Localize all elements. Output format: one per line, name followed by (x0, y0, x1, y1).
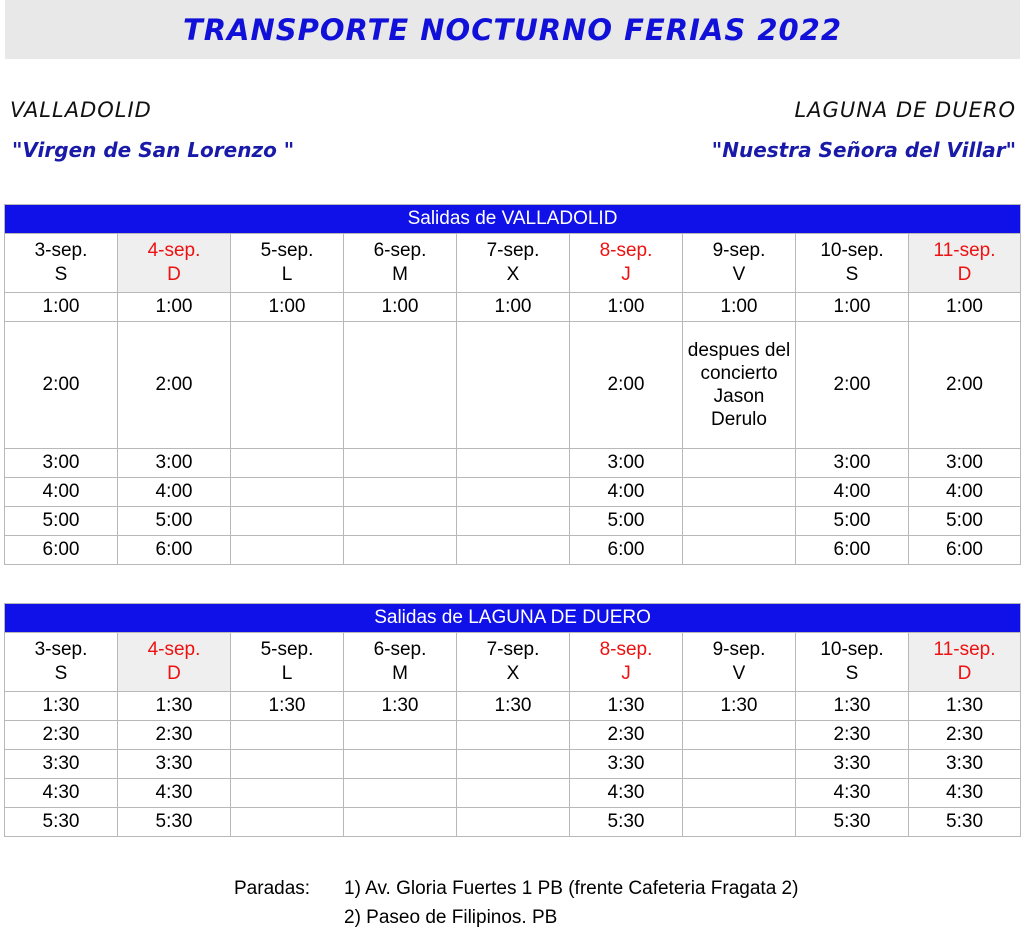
time-cell: 3:30 (5, 750, 118, 779)
time-cell: 4:00 (5, 478, 118, 507)
day-header: 7-sep. X (457, 234, 570, 293)
time-cell: 2:00 (909, 322, 1021, 449)
table-row (5, 507, 1021, 536)
time-cell: 6:00 (570, 536, 683, 565)
time-cell: 2:00 (796, 322, 909, 449)
time-cell (344, 507, 457, 536)
table-row (5, 449, 1021, 478)
time-cell: 6:00 (5, 536, 118, 565)
valladolid-schedule-table (4, 204, 1021, 565)
time-cell: 2:30 (570, 721, 683, 750)
time-cell (344, 808, 457, 837)
time-cell (344, 750, 457, 779)
time-cell (231, 808, 344, 837)
time-cell: 6:00 (909, 536, 1021, 565)
time-cell (231, 750, 344, 779)
time-cell: 4:30 (796, 779, 909, 808)
day-header: 8-sep. J (570, 234, 683, 293)
time-cell (231, 536, 344, 565)
time-cell: 4:30 (118, 779, 231, 808)
table-row (5, 750, 1021, 779)
time-cell: 3:00 (118, 449, 231, 478)
stops-section (234, 874, 798, 932)
day-header: 5-sep. L (231, 633, 344, 692)
time-cell (344, 322, 457, 449)
time-cell (457, 721, 570, 750)
day-header: 9-sep. V (683, 234, 796, 293)
time-cell (683, 536, 796, 565)
time-cell: 5:30 (118, 808, 231, 837)
time-cell (457, 779, 570, 808)
stop-item: 2) Paseo de Filipinos. PB (344, 907, 558, 928)
city-left: VALLADOLID (10, 98, 152, 122)
section-title: Salidas de LAGUNA DE DUERO (5, 604, 1021, 633)
time-cell: 5:00 (570, 507, 683, 536)
title-bar (5, 0, 1020, 59)
time-cell: 1:00 (796, 293, 909, 322)
time-cell (457, 808, 570, 837)
day-header: 7-sep. X (457, 633, 570, 692)
time-cell (231, 322, 344, 449)
day-header: 6-sep. M (344, 633, 457, 692)
time-cell (683, 478, 796, 507)
time-cell: 5:00 (796, 507, 909, 536)
day-header: 3-sep. S (5, 234, 118, 293)
time-cell: 1:30 (457, 692, 570, 721)
saint-right: "Nuestra Señora del Villar" (711, 138, 1016, 162)
day-header: 4-sep. D (118, 234, 231, 293)
time-cell: 1:30 (796, 692, 909, 721)
time-cell: 3:00 (909, 449, 1021, 478)
table-row (5, 322, 1021, 449)
time-cell: 1:30 (231, 692, 344, 721)
saint-left: "Virgen de San Lorenzo " (12, 138, 295, 162)
time-cell (683, 449, 796, 478)
time-cell (231, 478, 344, 507)
time-cell: 5:00 (909, 507, 1021, 536)
day-header: 3-sep. S (5, 633, 118, 692)
time-cell (457, 449, 570, 478)
day-header: 10-sep. S (796, 633, 909, 692)
table-row (5, 536, 1021, 565)
time-cell (683, 808, 796, 837)
time-cell (344, 478, 457, 507)
table-row (5, 692, 1021, 721)
time-cell: 6:00 (118, 536, 231, 565)
time-cell: 4:30 (5, 779, 118, 808)
time-cell: 3:00 (5, 449, 118, 478)
time-cell: 3:30 (118, 750, 231, 779)
time-cell: 2:00 (5, 322, 118, 449)
table-row (5, 721, 1021, 750)
laguna-schedule-table (4, 603, 1021, 837)
time-cell: 5:30 (5, 808, 118, 837)
time-cell: 1:30 (683, 692, 796, 721)
section-title: Salidas de VALLADOLID (5, 205, 1021, 234)
time-cell: 1:30 (909, 692, 1021, 721)
time-cell (231, 449, 344, 478)
time-cell: 1:30 (344, 692, 457, 721)
time-cell: 1:00 (118, 293, 231, 322)
time-cell: 2:30 (796, 721, 909, 750)
day-header: 4-sep. D (118, 633, 231, 692)
day-header: 10-sep. S (796, 234, 909, 293)
time-cell: 3:30 (796, 750, 909, 779)
time-cell: 5:00 (118, 507, 231, 536)
time-cell: 2:30 (118, 721, 231, 750)
time-cell (457, 536, 570, 565)
time-cell: 4:30 (570, 779, 683, 808)
time-cell: 1:30 (5, 692, 118, 721)
table-row (5, 779, 1021, 808)
time-cell (457, 507, 570, 536)
time-cell: 4:30 (909, 779, 1021, 808)
day-header: 5-sep. L (231, 234, 344, 293)
time-cell (344, 536, 457, 565)
time-cell: 4:00 (570, 478, 683, 507)
time-cell (231, 779, 344, 808)
page-title: TRANSPORTE NOCTURNO FERIAS 2022 (182, 12, 843, 47)
time-cell (457, 478, 570, 507)
time-cell: 6:00 (796, 536, 909, 565)
time-cell (683, 750, 796, 779)
time-cell (231, 507, 344, 536)
stops-label: Paradas: (234, 878, 311, 899)
time-cell: 1:00 (457, 293, 570, 322)
city-right: LAGUNA DE DUERO (794, 98, 1016, 122)
time-cell: 1:00 (683, 293, 796, 322)
time-cell: 2:00 (118, 322, 231, 449)
time-cell: 1:00 (231, 293, 344, 322)
time-cell: 1:30 (118, 692, 231, 721)
time-cell: 3:00 (570, 449, 683, 478)
table-row (5, 478, 1021, 507)
time-cell: 2:30 (5, 721, 118, 750)
time-cell: 3:00 (796, 449, 909, 478)
time-cell: 5:30 (909, 808, 1021, 837)
time-cell (344, 449, 457, 478)
time-cell (457, 322, 570, 449)
day-header: 8-sep. J (570, 633, 683, 692)
time-cell: 1:00 (909, 293, 1021, 322)
time-cell: 3:30 (909, 750, 1021, 779)
time-cell: 1:00 (344, 293, 457, 322)
time-cell: 1:00 (570, 293, 683, 322)
time-cell (344, 779, 457, 808)
time-cell: 2:00 (570, 322, 683, 449)
time-cell: 4:00 (796, 478, 909, 507)
time-cell (231, 721, 344, 750)
time-cell: 1:00 (5, 293, 118, 322)
table-row (5, 808, 1021, 837)
time-cell: 4:00 (909, 478, 1021, 507)
time-cell (683, 779, 796, 808)
day-header: 11-sep. D (909, 633, 1021, 692)
time-cell (683, 507, 796, 536)
time-cell: 5:30 (796, 808, 909, 837)
time-cell: 5:00 (5, 507, 118, 536)
stop-item: 1) Av. Gloria Fuertes 1 PB (frente Cafeteria Fragata 2) (344, 878, 799, 899)
concert-note: despues del concierto Jason Derulo (683, 322, 796, 449)
time-cell: 4:00 (118, 478, 231, 507)
day-header: 6-sep. M (344, 234, 457, 293)
time-cell (683, 721, 796, 750)
time-cell: 1:30 (570, 692, 683, 721)
day-header: 11-sep. D (909, 234, 1021, 293)
day-header: 9-sep. V (683, 633, 796, 692)
time-cell (457, 750, 570, 779)
time-cell: 2:30 (909, 721, 1021, 750)
time-cell (344, 721, 457, 750)
time-cell: 3:30 (570, 750, 683, 779)
time-cell: 5:30 (570, 808, 683, 837)
table-row (5, 293, 1021, 322)
